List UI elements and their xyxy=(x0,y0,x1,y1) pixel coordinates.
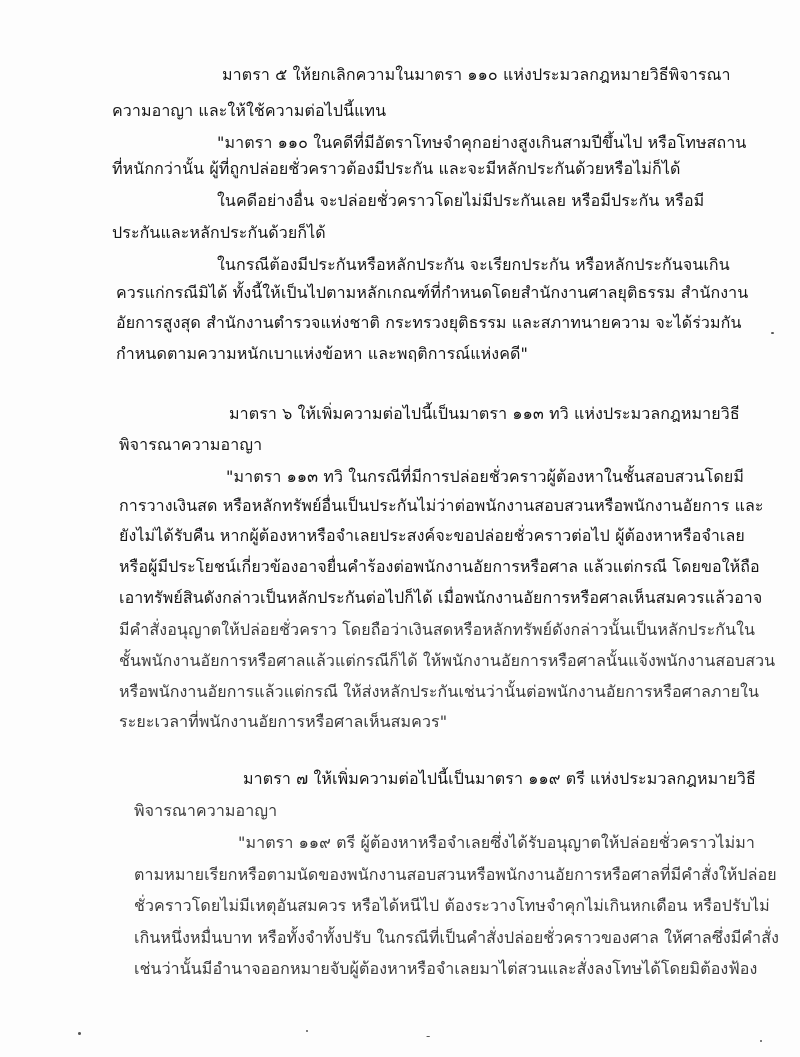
section-7-heading: มาตรา ๗ ให้เพิ่มความต่อไปนี้เป็นมาตรา ๑๑๙ ตรี แห่งประมวลกฎหมายวิธี xyxy=(243,769,756,788)
section-113-bis-line-2: การวางเงินสด หรือหลักทรัพย์อื่นเป็นประกันไม่ว่าต่อพนักงานสอบสวนหรือพนักงานอัยการ และ xyxy=(119,496,764,515)
section-113-bis-line-7: ชั้นพนักงานอัยการหรือศาลแล้วแต่กรณีก็ได้ ให้พนักงานอัยการหรือศาลนั้นแจ้งพนักงานสอบสวน xyxy=(119,651,776,670)
section-110-paragraph-1-line-2: ที่หนักกว่านั้น ผู้ที่ถูกปล่อยชั่วคราวต้องมีประกัน และจะมีหลักประกันด้วยหรือไม่ก็ได้ xyxy=(112,159,681,178)
section-5-heading-continuation: ความอาญา และให้ใช้ความต่อไปนี้แทน xyxy=(112,101,387,120)
section-113-bis-line-9: ระยะเวลาที่พนักงานอัยการหรือศาลเห็นสมควร" xyxy=(119,712,448,731)
section-6-heading-continuation: พิจารณาความอาญา xyxy=(119,435,263,454)
section-110-paragraph-3-line-2: ควรแก่กรณีมิได้ ทั้งนี้ให้เป็นไปตามหลักเกณฑ์ที่กำหนดโดยสำนักงานศาลยุติธรรม สำนักงาน xyxy=(116,283,749,302)
section-110-paragraph-2-line-2: ประกันและหลักประกันด้วยก็ได้ xyxy=(112,223,326,242)
section-110-paragraph-2-line-1: ในคดีอย่างอื่น จะปล่อยชั่วคราวโดยไม่มีประกันเลย หรือมีประกัน หรือมี xyxy=(217,191,705,210)
section-110-paragraph-3-line-4: กำหนดตามความหนักเบาแห่งข้อหา และพฤติการณ์แห่งคดี" xyxy=(116,344,528,363)
section-7-heading-continuation: พิจารณาความอาญา xyxy=(134,801,278,820)
section-119-ter-line-2: ตามหมายเรียกหรือตามนัดของพนักงานสอบสวนหรือพนักงานอัยการหรือศาลที่มีคำสั่งให้ปล่อย xyxy=(134,865,777,884)
section-110-paragraph-3-line-1: ในกรณีต้องมีประกันหรือหลักประกัน จะเรียกประกัน หรือหลักประกันจนเกิน xyxy=(217,255,730,274)
section-119-ter-line-4: เกินหนึ่งหมื่นบาท หรือทั้งจำทั้งปรับ ในกรณีที่เป็นคำสั่งปล่อยชั่วคราวของศาล ให้ศาลซึ่งมีคำสั่ง xyxy=(134,928,779,947)
section-113-bis-line-1: "มาตรา ๑๑๓ ทวิ ในกรณีที่มีการปล่อยชั่วคราวผู้ต้องหาในชั้นสอบสวนโดยมี xyxy=(226,467,744,486)
section-113-bis-line-8: หรือพนักงานอัยการแล้วแต่กรณี ให้ส่งหลักประกันเช่นว่านั้นต่อพนักงานอัยการหรือศาลภายใน xyxy=(119,682,760,701)
section-113-bis-line-6: มีคำสั่งอนุญาตให้ปล่อยชั่วคราว โดยถือว่าเงินสดหรือหลักทรัพย์ดังกล่าวนั้นเป็นหลักประกันใน xyxy=(119,620,756,639)
section-110-paragraph-1-line-1: "มาตรา ๑๑๐ ในคดีที่มีอัตราโทษจำคุกอย่างสูงเกินสามปีขึ้นไป หรือโทษสถาน xyxy=(217,133,747,152)
section-119-ter-line-1: "มาตรา ๑๑๙ ตรี ผู้ต้องหาหรือจำเลยซึ่งได้รับอนุญาตให้ปล่อยชั่วคราวไม่มา xyxy=(238,833,755,852)
section-119-ter-line-3: ชั่วคราวโดยไม่มีเหตุอันสมควร หรือได้หนีไป ต้องระวางโทษจำคุกไม่เกินหกเดือน หรือปรับไม่ xyxy=(134,896,770,915)
section-113-bis-line-4: หรือผู้มีประโยชน์เกี่ยวข้องอาจยื่นคำร้องต่อพนักงานอัยการหรือศาล แล้วแต่กรณี โดยขอให้ถือ xyxy=(119,557,760,576)
scan-speck xyxy=(306,1030,308,1032)
section-110-paragraph-3-line-3: อัยการสูงสุด สำนักงานตำรวจแห่งชาติ กระทรวงยุติธรรม และสภาทนายความ จะได้ร่วมกัน xyxy=(116,313,742,332)
section-6-heading: มาตรา ๖ ให้เพิ่มความต่อไปนี้เป็นมาตรา ๑๑๓ ทวิ แห่งประมวลกฎหมายวิธี xyxy=(229,404,740,423)
footer-page-mark: - xyxy=(426,1029,431,1043)
scan-speck xyxy=(78,1032,81,1035)
section-5-heading: มาตรา ๕ ให้ยกเลิกความในมาตรา ๑๑๐ แห่งประมวลกฎหมายวิธีพิจารณา xyxy=(222,65,731,84)
section-119-ter-line-5: เช่นว่านั้นมีอำนาจออกหมายจับผู้ต้องหาหรือจำเลยมาไต่สวนและสั่งลงโทษได้โดยมิต้องฟ้อง xyxy=(134,959,758,978)
section-113-bis-line-3: ยังไม่ได้รับคืน หากผู้ต้องหาหรือจำเลยประสงค์จะขอปล่อยชั่วคราวต่อไป ผู้ต้องหาหรือจำเลย xyxy=(119,526,745,545)
scan-speck xyxy=(760,1040,762,1042)
scan-speck xyxy=(771,332,774,334)
section-113-bis-line-5: เอาทรัพย์สินดังกล่าวเป็นหลักประกันต่อไปก็ได้ เมื่อพนักงานอัยการหรือศาลเห็นสมควรแล้วอาจ xyxy=(119,588,763,607)
